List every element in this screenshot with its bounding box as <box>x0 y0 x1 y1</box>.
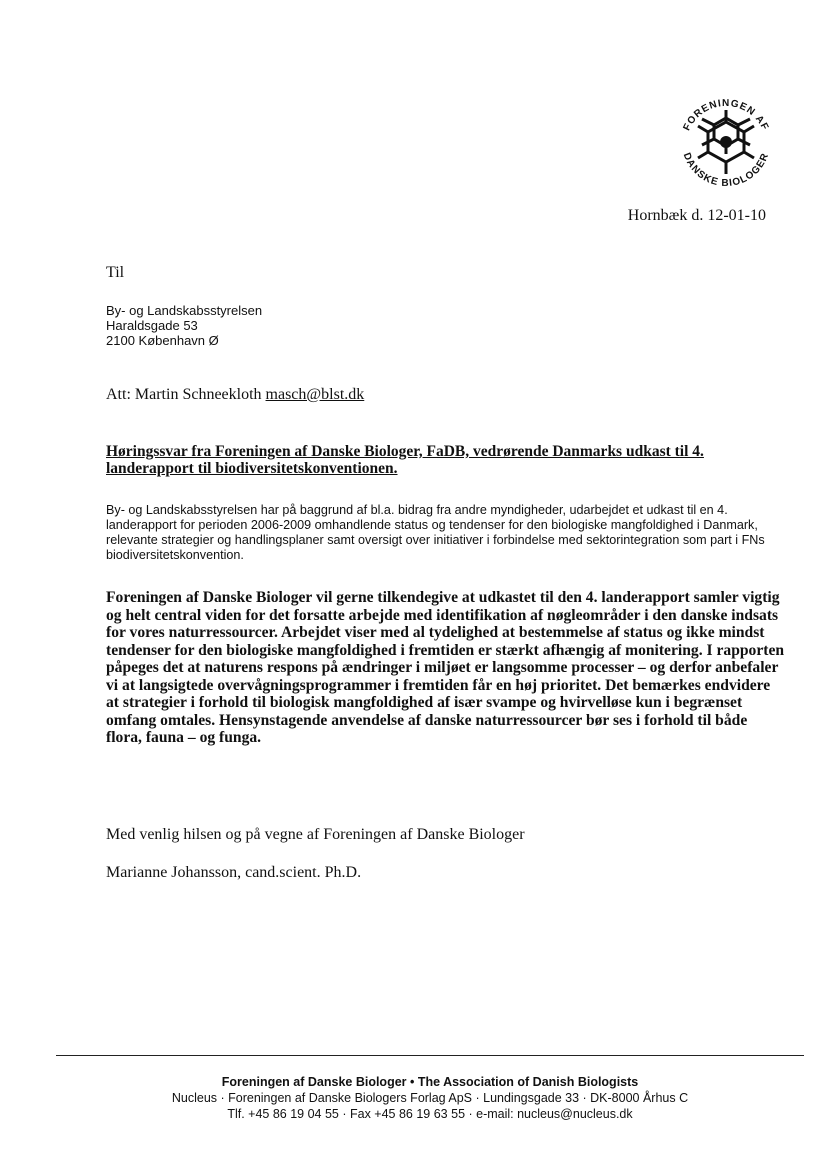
recipient-line-1: By- og Landskabsstyrelsen <box>106 303 263 318</box>
intro-paragraph: By- og Landskabsstyrelsen har på baggrund af bl.a. bidrag fra andre myndigheder, udarbejdet et udkast til en 4. landerapport for perioden 2006-2009 omhandlende status og tendenser for den biologiske mangfoldighed i Danmark, relevante strategier og handlingsplaner samt oversigt over initiativer i forbindelse med sektorintegration som part i FNs biodiversitetskonvention. <box>106 503 765 562</box>
attention-line <box>106 386 364 404</box>
footer-publisher-line: Nucleus · Foreningen af Danske Biologers Forlag ApS · Lundingsgade 33 · DK-8000 Århus C <box>171 1091 689 1105</box>
attention-label: Att: Martin Schneekloth <box>106 386 262 403</box>
recipient-line-2: Haraldsgade 53 <box>106 318 198 333</box>
main-statement-paragraph: Foreningen af Danske Biologer vil gerne tilkendegive at udkastet til den 4. landerapport samler vigtig og helt central viden for det forsatte arbejde med identifikation af nøgleområder i den danske indsats for vores naturressourcer. Arbejdet viser med al tydelighed at bestemmelse af status og ikke mindst tendenser for den biologiske mangfoldighed i fremtiden er stærkt afhængig af monitering. I rapporten påpeges det at naturens respons på ændringer i miljøet er langsomme processer – og derfor anbefaler vi at langsigtede overvågningsprogrammer i fremtiden får en høj prioritet. Det bemærkes endvidere at strategier i forhold til biologisk mangfoldighed af især svampe og hvirvelløse kun i begrænset omfang omtales. Hensynstagende anvendelse af danske naturressourcer bør ses i forhold til både flora, fauna – og funga. <box>106 589 785 746</box>
recipient-address <box>106 303 262 348</box>
signature-line: Marianne Johansson, cand.scient. Ph.D. <box>106 864 362 881</box>
logo-center-dot <box>720 136 732 148</box>
logo-text-bottom: DANSKE BIOLOGER <box>680 151 772 190</box>
salutation-til: Til <box>106 264 125 281</box>
association-logo <box>668 88 784 194</box>
letterhead-footer <box>56 1074 804 1122</box>
closing-line: Med venlig hilsen og på vegne af Foreningen af Danske Biologer <box>106 826 525 843</box>
recipient-line-3: 2100 København Ø <box>106 333 219 348</box>
attention-email-link[interactable]: masch@blst.dk <box>265 386 365 403</box>
footer-organization-line: Foreningen af Danske Biologer • The Association of Danish Biologists <box>221 1075 639 1089</box>
footer-divider <box>56 1055 804 1056</box>
letter-subject: Høringssvar fra Foreningen af Danske Biologer, FaDB, vedrørende Danmarks udkast til 4. landerapport til biodiversitetskonventionen. <box>106 443 704 477</box>
footer-contact-line: Tlf. +45 86 19 04 55 · Fax +45 86 19 63 55 · e-mail: nucleus@nucleus.dk <box>227 1107 633 1121</box>
logo-text-top: FORENINGEN AF <box>681 97 771 133</box>
place-and-date: Hornbæk d. 12-01-10 <box>627 207 766 224</box>
